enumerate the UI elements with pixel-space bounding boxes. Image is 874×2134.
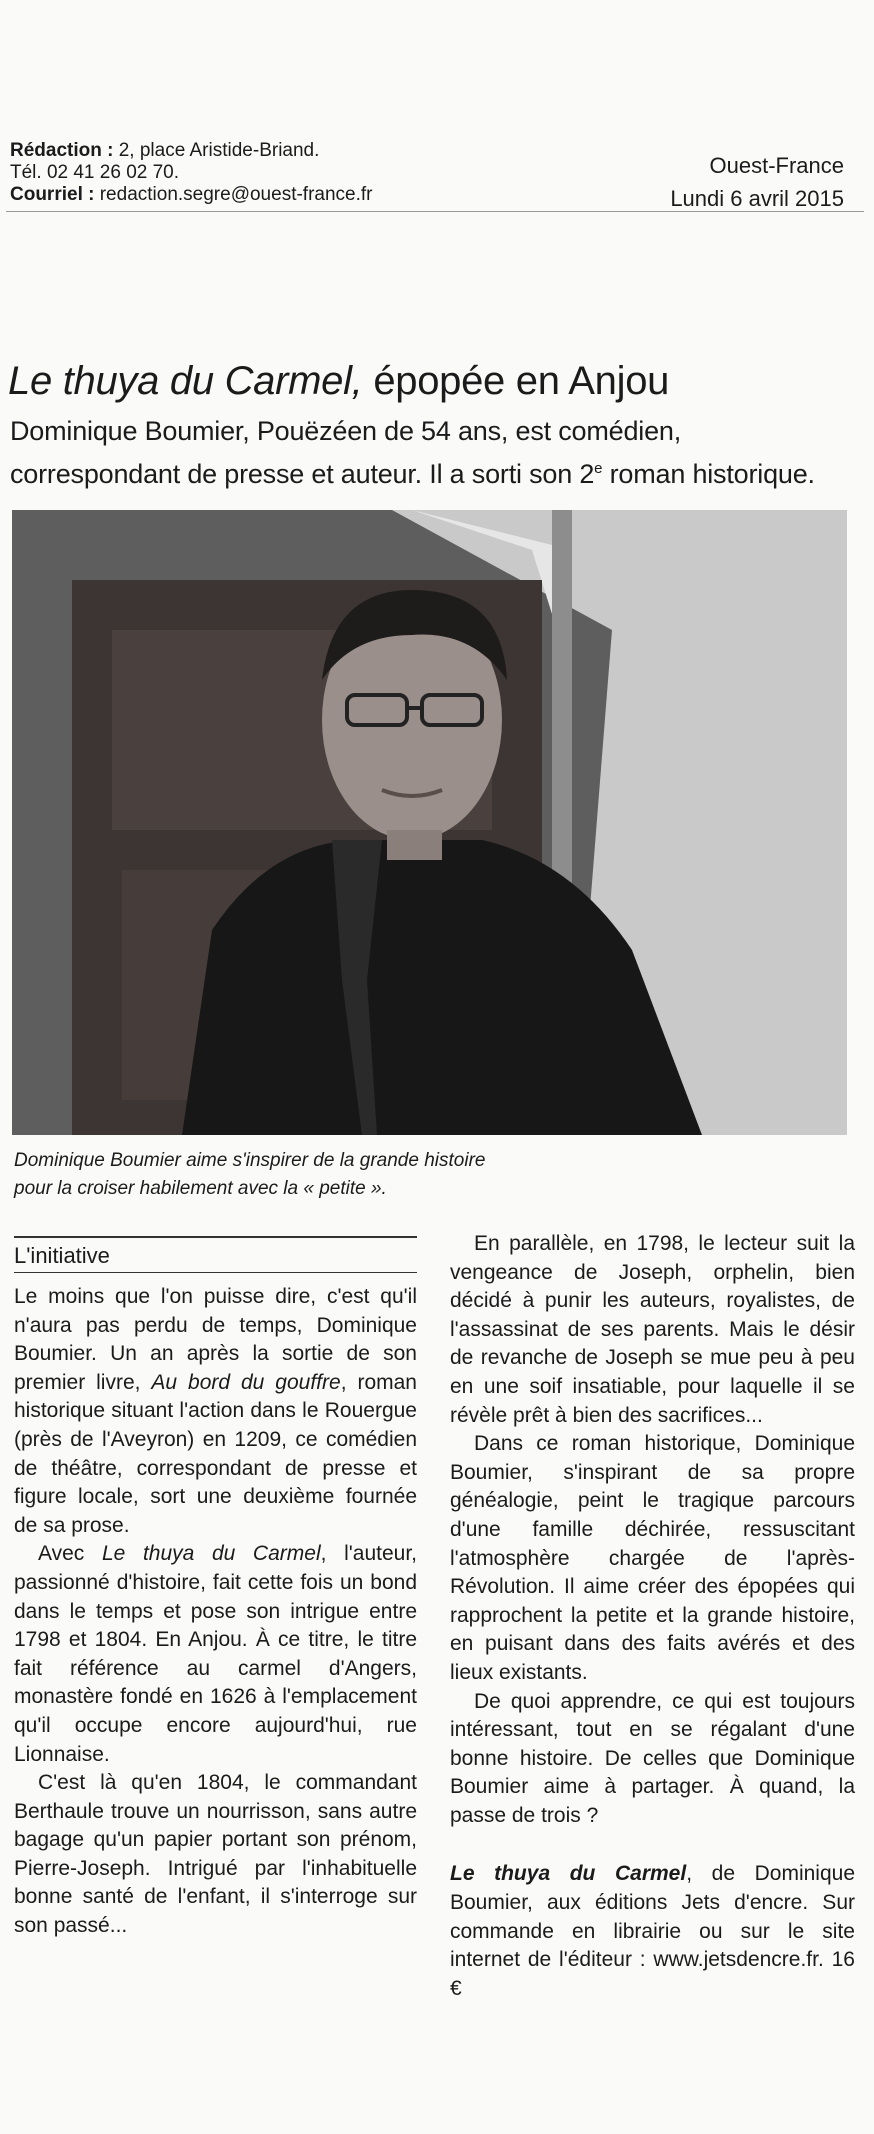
paragraph-2	[14, 1540, 417, 1769]
publication-date: Lundi 6 avril 2015	[670, 186, 844, 211]
newspaper-name: Ouest-France	[709, 153, 844, 178]
caption-line-2: pour la croiser habilement avec la « petite ».	[14, 1178, 387, 1199]
p2-book-title: Le thuya du Carmel	[101, 1542, 321, 1566]
title-book-name: Le thuya du Carmel,	[8, 359, 363, 403]
paragraph-6: De quoi apprendre, ce qui est toujours intéressant, tout en se régalant d'une bonne histoire. De celles que Dominique Boumier aime à partager. À quand, la passe de trois ?	[450, 1689, 855, 1827]
p1-book-title: Au bord du gouffre	[151, 1370, 341, 1394]
portrait-photo	[12, 510, 847, 1135]
article-title	[8, 358, 669, 404]
title-rest: épopée en Anjou	[362, 359, 670, 403]
courriel-label: Courriel :	[10, 184, 95, 205]
subhead-part-2: roman historique.	[602, 459, 815, 489]
p2-text-b: , l'auteur, passionné d'histoire, fait cette fois un bond dans le temps et pose son intrigue entre 1798 et 1804. En Anjou. À ce titre, le titre fait référence au carmel d'Angers, monastère fondé en 1626 à l'emplacement qu'il occupe encore aujourd'hui, rue Lionnaise.	[14, 1542, 417, 1766]
newsroom-contact	[10, 140, 373, 206]
credit-text: , de Dominique Boumier, aux éditions Jets d'encre. Sur commande en librairie ou sur le site internet de l'éditeur : www.jetsdencre.fr. 16 €	[450, 1862, 855, 2000]
paragraph-4: En parallèle, en 1798, le lecteur suit la vengeance de Joseph, orphelin, bien décidé à punir les auteurs, royalistes, de l'assassinat de ses parents. Mais le désir de revanche de Joseph se mue peu à peu en une soif insatiable, pour laquelle il se révèle prêt à bien des sacrifices...	[450, 1232, 855, 1427]
section-top-rule	[14, 1236, 417, 1238]
telephone: Tél. 02 41 26 02 70.	[10, 162, 180, 183]
section-title: L'initiative	[14, 1243, 110, 1268]
article-subhead	[10, 412, 840, 493]
section-underline	[14, 1272, 417, 1273]
masthead-date	[670, 149, 844, 215]
subhead-superscript: e	[594, 460, 603, 477]
subhead-part-1: Dominique Boumier, Pouëzéen de 54 ans, est comédien, correspondant de presse et auteur. Il a sorti son 2	[10, 416, 682, 489]
article-column-right	[450, 1230, 855, 2003]
portrait-photo-icon	[12, 510, 847, 1135]
redaction-label: Rédaction :	[10, 140, 114, 161]
caption-line-1: Dominique Boumier aime s'inspirer de la grande histoire	[14, 1150, 486, 1171]
book-credit	[450, 1860, 855, 2003]
credit-book-title: Le thuya du Carmel	[450, 1862, 687, 1886]
redaction-address: 2, place Aristide-Briand.	[118, 140, 320, 161]
paragraph-3: C'est là qu'en 1804, le commandant Berthaule trouve un nourrisson, sans autre bagage qu'un papier portant son prénom, Pierre-Joseph. Intrigué par l'inhabituelle bonne santé de l'enfant, il s'interroge sur son passé...	[14, 1771, 417, 1938]
paragraph-1	[14, 1283, 417, 1540]
paragraph-5: Dans ce roman historique, Dominique Boumier, s'inspirant de sa propre généalogie, peint le tragique parcours d'une famille déchirée, ressuscitant l'atmosphère chargée de l'après-Révolution. Il aime créer des épopées qui rapprochent la petite et la grande histoire, en puisant dans des faits avérés et des lieux existants.	[450, 1432, 855, 1684]
article-column-left	[14, 1283, 417, 1941]
p2-text-a: Avec	[38, 1542, 102, 1566]
header-divider	[6, 211, 864, 212]
photo-caption	[14, 1147, 485, 1203]
p1-text-a: Le moins que l'on puisse dire, c'est qu'il n'aura pas perdu de temps, Dominique Boumier. Un an après la sortie de son premier livre,	[14, 1285, 417, 1394]
p1-text-b: , roman historique situant l'action dans le Rouergue (près de l'Aveyron) en 1209, ce comédien de théâtre, correspondant de presse et figure locale, sort une deuxième fournée de sa prose.	[14, 1370, 417, 1537]
courriel-address: redaction.segre@ouest-france.fr	[99, 184, 373, 205]
